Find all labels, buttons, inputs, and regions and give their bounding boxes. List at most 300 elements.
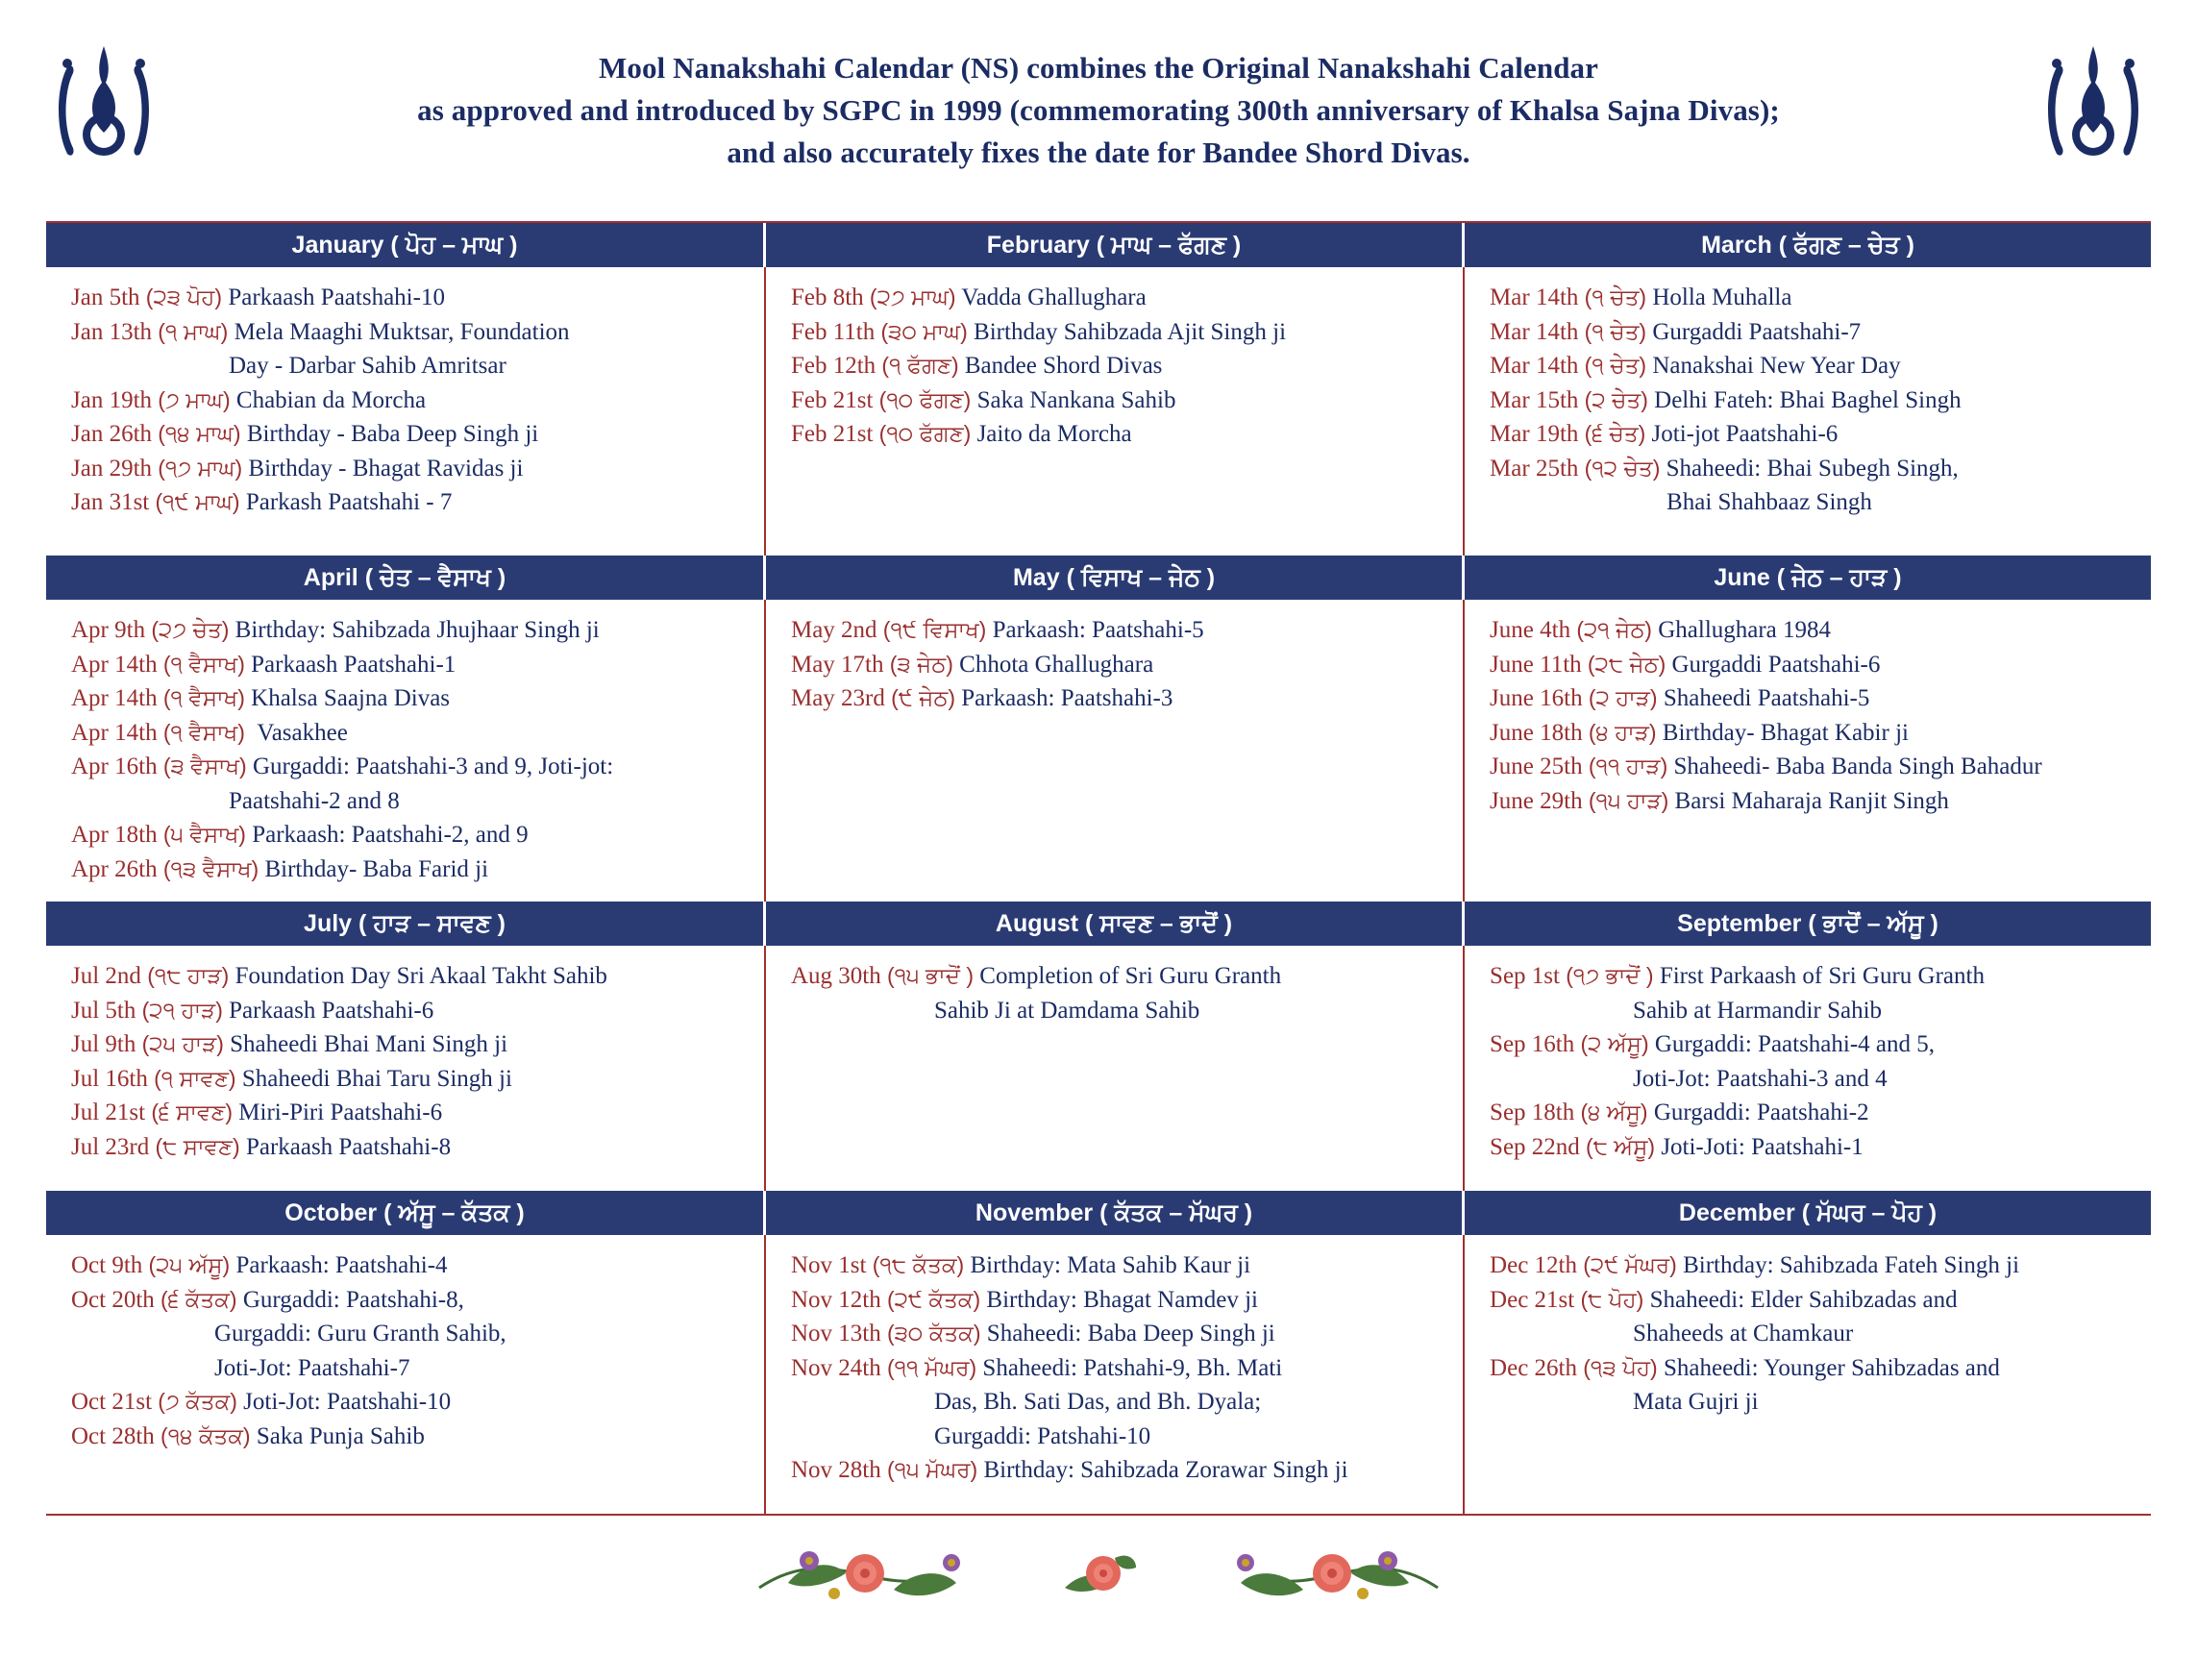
month-punjabi: ( ਫੱਗਣ – ਚੇਤ ) — [1778, 232, 1914, 259]
event-date: Nov 28th — [790, 1457, 881, 1483]
event-date: June 25th — [1490, 754, 1583, 779]
event-item — [1465, 281, 2151, 315]
event-text: Shaheedi Paatshahi-5 — [1663, 685, 1870, 711]
month-header-july — [46, 902, 766, 946]
month-cell-may — [766, 600, 1465, 902]
event-punjabi-date: (੧ ਵੈਸਾਖ) — [162, 719, 245, 745]
event-date: Nov 12th — [790, 1286, 881, 1313]
page-header — [46, 0, 2151, 221]
event-text: Birthday- Bhagat Kabir ji — [1662, 719, 1909, 746]
month-cell-june — [1465, 600, 2151, 902]
event-date: Jul 23rd — [71, 1133, 150, 1160]
month-name: May — [1012, 564, 1060, 591]
event-date: Jan 19th — [71, 386, 153, 413]
event-item-continuation — [1465, 1385, 2151, 1420]
event-punjabi-date: (੨੮ ਜੇਠ) — [1587, 651, 1666, 677]
month-cell-september — [1465, 946, 2151, 1191]
month-header-june — [1465, 556, 2151, 600]
event-item — [46, 1130, 764, 1165]
event-punjabi-date: (੨੧ ਜੇਠ) — [1576, 617, 1652, 642]
event-date: Feb 11th — [790, 318, 876, 345]
month-punjabi: ( ਵਿਸਾਖ – ਜੇਠ ) — [1066, 564, 1216, 591]
event-text: Gurgaddi: Paatshahi-4 and 5, — [1654, 1031, 1936, 1057]
event-date: Jul 9th — [71, 1031, 136, 1057]
event-text: Parkaash Paatshahi-8 — [245, 1133, 452, 1160]
month-cell-december — [1465, 1235, 2151, 1514]
quarter-row-1 — [46, 267, 2151, 556]
month-header-january — [46, 223, 766, 267]
month-name: August — [995, 910, 1079, 937]
event-date: June 4th — [1490, 617, 1571, 643]
event-item — [766, 1248, 1463, 1283]
month-header-row — [46, 223, 2151, 267]
event-date: Aug 30th — [790, 963, 881, 989]
event-date: Sep 18th — [1490, 1099, 1575, 1125]
event-text: Joti-jot Paatshahi-6 — [1651, 421, 1839, 447]
event-item — [46, 681, 764, 716]
event-punjabi-date: (੧੯ ਵਿਸਾਖ) — [882, 617, 987, 642]
event-punjabi-date: (੨੫ ਹਾੜ) — [141, 1031, 224, 1056]
event-punjabi-date: (੧੦ ਫੱਗਣ) — [878, 386, 972, 412]
event-text: Birthday: Sahibzada Zorawar Singh ji — [983, 1457, 1348, 1483]
event-item — [766, 1453, 1463, 1488]
event-punjabi-date: (੮ ਪੋਹ) — [1580, 1286, 1644, 1312]
event-punjabi-date: (੮ ਸਾਵਣ) — [155, 1133, 240, 1159]
event-date: Apr 14th — [71, 719, 158, 746]
header-title — [161, 47, 2036, 174]
event-date: Jan 13th — [71, 318, 153, 345]
event-date: Jan 26th — [71, 421, 153, 447]
event-date: Dec 26th — [1490, 1354, 1577, 1381]
event-text: Khalsa Saajna Divas — [251, 685, 451, 711]
event-punjabi-date: (੫ ਵੈਸਾਖ) — [162, 822, 246, 847]
event-item — [1465, 315, 2151, 350]
month-name: July — [304, 910, 353, 937]
event-item-continuation — [46, 784, 764, 819]
event-text: Shaheeds at Chamkaur — [1633, 1321, 1854, 1346]
event-punjabi-date: (੨ ਅੱਸੂ) — [1580, 1031, 1649, 1056]
event-date: Dec 21st — [1490, 1286, 1575, 1313]
event-text: Birthday: Sahibzada Fateh Singh ji — [1683, 1252, 2020, 1278]
event-date: Apr 14th — [71, 685, 158, 711]
event-item — [46, 750, 764, 784]
event-text: Birthday- Baba Farid ji — [264, 855, 489, 882]
event-text: Completion of Sri Guru Granth — [979, 963, 1282, 989]
event-item — [766, 383, 1463, 418]
month-name: June — [1714, 564, 1770, 591]
event-item — [766, 959, 1463, 994]
event-date: Mar 14th — [1490, 353, 1579, 379]
event-text: Foundation Day Sri Akaal Takht Sahib — [235, 963, 607, 989]
event-punjabi-date: (੨੧ ਹਾੜ) — [141, 997, 223, 1023]
event-date: Jul 2nd — [71, 963, 141, 989]
event-date: Nov 1st — [790, 1252, 867, 1278]
event-date: May 23rd — [790, 685, 885, 711]
month-punjabi: ( ਭਾਦੋਂ – ਅੱਸੂ ) — [1808, 910, 1938, 937]
event-text: Joti-Joti: Paatshahi-1 — [1661, 1133, 1864, 1160]
event-text: Delhi Fateh: Bhai Baghel Singh — [1654, 386, 1962, 413]
event-item — [1465, 1351, 2151, 1386]
event-text: Holla Muhalla — [1652, 284, 1792, 310]
header-line-3: and also accurately fixes the date for Bandee Shord Divas. — [727, 136, 1470, 169]
event-date: Sep 16th — [1490, 1031, 1575, 1057]
event-text: Saka Nankana Sahib — [976, 386, 1176, 413]
event-punjabi-date: (੧ ਵੈਸਾਖ) — [162, 685, 245, 710]
event-punjabi-date: (੯ ਜੇਠ) — [891, 685, 956, 710]
event-date: May 2nd — [790, 617, 877, 643]
event-date: Mar 14th — [1490, 318, 1579, 345]
event-date: Jul 21st — [71, 1099, 146, 1125]
event-item — [46, 1062, 764, 1097]
event-punjabi-date: (੧੫ ਮੱਘਰ) — [886, 1457, 978, 1482]
event-punjabi-date: (੩ ਜੇਠ) — [889, 651, 953, 677]
khanda-icon — [2036, 38, 2151, 183]
event-punjabi-date: (੪ ਹਾੜ) — [1588, 719, 1657, 745]
month-header-march — [1465, 223, 2151, 267]
event-date: Mar 25th — [1490, 455, 1579, 482]
event-text: Nanakshai New Year Day — [1652, 353, 1901, 379]
event-item — [1465, 716, 2151, 751]
event-item — [46, 716, 764, 751]
event-punjabi-date: (੨੩ ਪੋਹ) — [145, 284, 223, 309]
event-item — [1465, 648, 2151, 682]
event-text: Birthday: Sahibzada Jhujhaar Singh ji — [235, 617, 600, 643]
event-punjabi-date: (੧ ਮਾਘ) — [158, 318, 229, 344]
month-header-may — [766, 556, 1465, 600]
event-punjabi-date: (੧੧ ਹਾੜ) — [1588, 754, 1668, 778]
event-punjabi-date: (੧੭ ਭਾਦੋਂ ) — [1566, 963, 1654, 988]
month-punjabi: ( ਪੋਹ – ਮਾਘ ) — [390, 232, 518, 259]
event-item — [46, 1420, 764, 1454]
khanda-icon — [46, 38, 161, 183]
event-text: Shaheedi: Bhai Subegh Singh, — [1666, 455, 1959, 482]
event-item — [1465, 1130, 2151, 1165]
event-date: Apr 14th — [71, 651, 158, 678]
month-cell-april — [46, 600, 766, 902]
event-date: Apr 9th — [71, 617, 146, 643]
event-text: Chabian da Morcha — [235, 386, 427, 413]
event-date: Oct 9th — [71, 1252, 143, 1278]
event-item — [46, 383, 764, 418]
floral-ornament-right — [1159, 1530, 1447, 1617]
event-punjabi-date: (੧ ਚੇਤ) — [1584, 318, 1647, 344]
event-text: Gurgaddi Paatshahi-6 — [1671, 651, 1881, 678]
event-text: Parkash Paatshahi - 7 — [245, 489, 453, 515]
event-item — [1465, 383, 2151, 418]
event-text: Parkaash: Paatshahi-3 — [961, 685, 1173, 711]
event-date: Oct 20th — [71, 1286, 155, 1313]
event-date: Mar 15th — [1490, 386, 1579, 413]
event-item — [46, 994, 764, 1028]
event-item-continuation — [1465, 1317, 2151, 1351]
event-date: June 16th — [1490, 685, 1583, 711]
event-punjabi-date: (੧ ਵੈਸਾਖ) — [162, 651, 245, 677]
event-date: Feb 21st — [790, 421, 874, 447]
event-text: Parkaash Paatshahi-6 — [229, 997, 434, 1024]
event-item — [1465, 784, 2151, 819]
event-item — [1465, 452, 2151, 486]
event-text: Parkaash: Paatshahi-2, and 9 — [252, 822, 529, 848]
event-text: Gurgaddi: Paatshahi-8, — [242, 1286, 464, 1313]
event-punjabi-date: (੭ ਕੱਤਕ) — [158, 1389, 237, 1414]
event-text: Gurgaddi: Paatshahi-3 and 9, Joti-jot: — [252, 754, 614, 779]
event-text: Birthday - Bhagat Ravidas ji — [248, 455, 524, 482]
event-date: June 11th — [1490, 651, 1582, 678]
event-punjabi-date: (੧੪ ਮਾਘ) — [158, 421, 241, 446]
event-punjabi-date: (੨੯ ਕੱਤਕ) — [886, 1286, 981, 1312]
event-punjabi-date: (੩੦ ਕੱਤਕ) — [886, 1321, 981, 1346]
month-name: October — [284, 1199, 378, 1226]
event-punjabi-date: (੧ ਸਾਵਣ) — [154, 1065, 236, 1091]
month-header-october — [46, 1191, 766, 1235]
event-punjabi-date: (੧੫ ਹਾੜ) — [1588, 787, 1669, 813]
event-item — [46, 818, 764, 852]
month-cell-august — [766, 946, 1465, 1191]
month-punjabi: ( ਹਾੜ – ਸਾਵਣ ) — [358, 910, 506, 937]
event-item — [1465, 1027, 2151, 1062]
event-text: Miri-Piri Paatshahi-6 — [238, 1099, 443, 1125]
month-punjabi: ( ਮਾਘ – ਫੱਗਣ ) — [1096, 232, 1242, 259]
event-text: Gurgaddi Paatshahi-7 — [1652, 318, 1862, 345]
event-item — [1465, 417, 2151, 452]
event-punjabi-date: (੨ ਚੇਤ) — [1584, 386, 1648, 412]
event-text: Joti-Jot: Paatshahi-7 — [214, 1354, 410, 1381]
header-line-2: as approved and introduced by SGPC in 1999 (commemorating 300th anniversary of Khalsa Sajna Divas); — [417, 92, 1780, 127]
event-item-continuation — [766, 1385, 1463, 1420]
event-date: Jan 5th — [71, 284, 140, 310]
event-item — [1465, 349, 2151, 383]
event-item — [766, 281, 1463, 315]
event-item — [46, 417, 764, 452]
event-text: Birthday: Mata Sahib Kaur ji — [970, 1252, 1251, 1278]
event-item — [766, 1283, 1463, 1318]
event-date: Feb 8th — [790, 284, 864, 310]
event-item — [46, 1283, 764, 1318]
event-text: Birthday: Bhagat Namdev ji — [986, 1286, 1258, 1313]
event-date: June 29th — [1490, 787, 1583, 814]
month-punjabi: ( ਮੱਘਰ – ਪੋਹ ) — [1801, 1199, 1938, 1226]
event-text: Gurgaddi: Guru Granth Sahib, — [214, 1321, 506, 1346]
event-punjabi-date: (੬ ਸਾਵਣ) — [151, 1099, 234, 1124]
event-text: Jaito da Morcha — [976, 421, 1132, 447]
month-header-september — [1465, 902, 2151, 946]
event-item — [1465, 681, 2151, 716]
event-text: Vasakhee — [257, 719, 348, 746]
event-text: Birthday Sahibzada Ajit Singh ji — [974, 318, 1287, 345]
event-item — [766, 681, 1463, 716]
month-punjabi: ( ਅੱਸੂ – ਕੱਤਕ ) — [383, 1199, 525, 1226]
event-text: Paatshahi-2 and 8 — [229, 787, 400, 814]
event-date: Jan 29th — [71, 455, 153, 482]
quarter-row-2 — [46, 600, 2151, 902]
event-item-continuation — [46, 1317, 764, 1351]
month-name: September — [1677, 910, 1802, 937]
event-item-continuation — [1465, 485, 2151, 520]
event-punjabi-date: (੧੪ ਕੱਤਕ) — [160, 1422, 251, 1448]
event-punjabi-date: (੧੮ ਕੱਤਕ) — [872, 1252, 965, 1277]
event-text: Shaheedi: Younger Sahibzadas and — [1663, 1354, 2000, 1381]
event-date: May 17th — [790, 651, 884, 678]
event-date: June 18th — [1490, 719, 1583, 746]
month-punjabi: ( ਜੇਠ – ਹਾੜ ) — [1776, 564, 1902, 591]
event-punjabi-date: (੩੦ ਮਾਘ) — [880, 318, 968, 344]
event-punjabi-date: (੧ ਚੇਤ) — [1584, 353, 1647, 378]
event-item — [46, 648, 764, 682]
event-text: Mata Gujri ji — [1633, 1389, 1759, 1415]
event-text: Sahib at Harmandir Sahib — [1633, 997, 1883, 1024]
month-name: April — [303, 564, 358, 591]
event-text: Parkaash: Paatshahi-4 — [235, 1252, 448, 1278]
event-punjabi-date: (੩ ਵੈਸਾਖ) — [162, 754, 247, 778]
event-date: Apr 26th — [71, 855, 158, 882]
event-text: Parkaash Paatshahi-1 — [251, 651, 457, 678]
event-text: Vadda Ghallughara — [961, 284, 1147, 310]
event-punjabi-date: (੨੭ ਮਾਘ) — [869, 284, 956, 309]
event-text: Das, Bh. Sati Das, and Bh. Dyala; — [933, 1389, 1262, 1415]
event-item — [766, 648, 1463, 682]
event-item — [46, 315, 764, 350]
month-punjabi: ( ਸਾਵਣ – ਭਾਦੋਂ ) — [1084, 910, 1233, 937]
event-punjabi-date: (੨੯ ਮੱਘਰ) — [1583, 1252, 1677, 1277]
event-item-continuation — [46, 349, 764, 383]
event-date: Dec 12th — [1490, 1252, 1577, 1278]
month-name: December — [1678, 1199, 1795, 1226]
event-date: Oct 21st — [71, 1389, 153, 1415]
event-text: Shaheedi: Patshahi-9, Bh. Mati — [982, 1354, 1283, 1381]
event-text: Shaheedi: Baba Deep Singh ji — [986, 1321, 1275, 1346]
month-header-december — [1465, 1191, 2151, 1235]
month-header-november — [766, 1191, 1465, 1235]
event-text: Sahib Ji at Damdama Sahib — [933, 997, 1200, 1024]
event-text: Joti-Jot: Paatshahi-10 — [243, 1389, 452, 1415]
event-text: First Parkaash of Sri Guru Granth — [1659, 963, 1985, 989]
month-name: February — [986, 232, 1090, 259]
month-header-february — [766, 223, 1465, 267]
event-punjabi-date: (੨੭ ਚੇਤ) — [151, 617, 230, 642]
month-header-row — [46, 902, 2151, 946]
event-punjabi-date: (੧੧ ਮੱਘਰ) — [886, 1354, 977, 1380]
event-punjabi-date: (੧ ਫੱਗਣ) — [881, 353, 959, 378]
event-punjabi-date: (੮ ਅੱਸੂ) — [1586, 1133, 1656, 1159]
event-date: Oct 28th — [71, 1422, 155, 1449]
quarter-row-4 — [46, 1235, 2151, 1514]
event-punjabi-date: (੭ ਮਾਘ) — [158, 386, 231, 412]
month-punjabi: ( ਚੇਤ – ਵੈਸਾਖ ) — [364, 564, 506, 591]
event-punjabi-date: (੧੯ ਮਾਘ) — [155, 489, 240, 514]
month-punjabi: ( ਕੱਤਕ – ਮੱਘਰ ) — [1099, 1199, 1253, 1226]
event-item — [1465, 1096, 2151, 1130]
calendar-grid — [46, 221, 2151, 1516]
event-item — [1465, 1283, 2151, 1318]
event-text: Barsi Maharaja Ranjit Singh — [1674, 787, 1949, 814]
quarter-row-3 — [46, 946, 2151, 1191]
event-text: Shaheedi- Baba Banda Singh Bahadur — [1673, 754, 2042, 779]
event-item-continuation — [46, 1351, 764, 1386]
event-date: Nov 24th — [790, 1354, 881, 1381]
event-text: Shaheedi Bhai Taru Singh ji — [241, 1065, 512, 1092]
month-cell-january — [46, 267, 766, 556]
event-text: Day - Darbar Sahib Amritsar — [229, 353, 506, 379]
event-item — [766, 613, 1463, 648]
event-item-continuation — [766, 1420, 1463, 1454]
month-header-april — [46, 556, 766, 600]
event-punjabi-date: (੨੫ ਅੱਸੂ) — [148, 1252, 231, 1277]
floral-ornament-center — [1055, 1535, 1142, 1612]
event-item — [766, 315, 1463, 350]
month-header-row — [46, 1191, 2151, 1235]
event-item — [46, 452, 764, 486]
event-punjabi-date: (੧ ਚੇਤ) — [1584, 284, 1647, 309]
month-cell-march — [1465, 267, 2151, 556]
event-date: Jan 31st — [71, 489, 150, 515]
month-name: March — [1701, 232, 1772, 259]
event-text: Joti-Jot: Paatshahi-3 and 4 — [1633, 1065, 1888, 1092]
month-name: January — [291, 232, 384, 259]
event-item — [766, 417, 1463, 452]
event-punjabi-date: (੨ ਹਾੜ) — [1588, 685, 1658, 710]
event-text: Bhai Shahbaaz Singh — [1666, 489, 1872, 515]
event-item — [46, 281, 764, 315]
month-header-row — [46, 556, 2151, 600]
event-text: Mela Maaghi Muktsar, Foundation — [234, 318, 570, 345]
event-text: Ghallughara 1984 — [1658, 617, 1832, 643]
event-item — [46, 485, 764, 520]
event-punjabi-date: (੧੭ ਮਾਘ) — [158, 455, 243, 481]
event-text: Parkaash Paatshahi-10 — [228, 284, 445, 310]
event-punjabi-date: (੧੮ ਹਾੜ) — [147, 963, 230, 988]
footer-ornament — [46, 1516, 2151, 1631]
event-text: Shaheedi Bhai Mani Singh ji — [230, 1031, 508, 1057]
event-item — [46, 613, 764, 648]
month-cell-february — [766, 267, 1465, 556]
event-date: Apr 16th — [71, 754, 158, 779]
event-punjabi-date: (੪ ਅੱਸੂ) — [1580, 1099, 1648, 1124]
event-text: Birthday - Baba Deep Singh ji — [246, 421, 539, 447]
month-header-august — [766, 902, 1465, 946]
event-date: Apr 18th — [71, 822, 158, 848]
month-cell-july — [46, 946, 766, 1191]
event-item — [46, 1027, 764, 1062]
event-item-continuation — [1465, 1062, 2151, 1097]
event-item — [1465, 1248, 2151, 1283]
event-item — [46, 1385, 764, 1420]
event-item — [46, 1248, 764, 1283]
event-item-continuation — [766, 994, 1463, 1028]
month-cell-november — [766, 1235, 1465, 1514]
event-text: Saka Punja Sahib — [256, 1422, 425, 1449]
event-date: Jul 16th — [71, 1065, 148, 1092]
event-item — [46, 1096, 764, 1130]
event-item-continuation — [1465, 994, 2151, 1028]
event-date: Jul 5th — [71, 997, 136, 1024]
event-punjabi-date: (੧੩ ਪੋਹ) — [1583, 1354, 1658, 1380]
event-date: Mar 19th — [1490, 421, 1579, 447]
header-line-1: Mool Nanakshahi Calendar (NS) combines the Original Nanakshahi Calendar — [598, 50, 1598, 85]
event-item — [1465, 750, 2151, 784]
event-text: Shaheedi: Elder Sahibzadas and — [1649, 1286, 1958, 1313]
event-punjabi-date: (੧੦ ਫੱਗਣ) — [878, 421, 972, 446]
event-date: Nov 13th — [790, 1321, 881, 1346]
event-date: Sep 22nd — [1490, 1133, 1580, 1160]
event-text: Gurgaddi: Paatshahi-2 — [1653, 1099, 1869, 1125]
event-item — [46, 852, 764, 887]
event-punjabi-date: (੬ ਕੱਤਕ) — [160, 1286, 237, 1312]
event-date: Mar 14th — [1490, 284, 1579, 310]
event-punjabi-date: (੧੨ ਚੇਤ) — [1584, 455, 1661, 481]
event-punjabi-date: (੧੫ ਭਾਦੋਂ ) — [886, 963, 975, 988]
floral-ornament-left — [750, 1530, 1038, 1617]
month-name: November — [975, 1199, 1094, 1226]
